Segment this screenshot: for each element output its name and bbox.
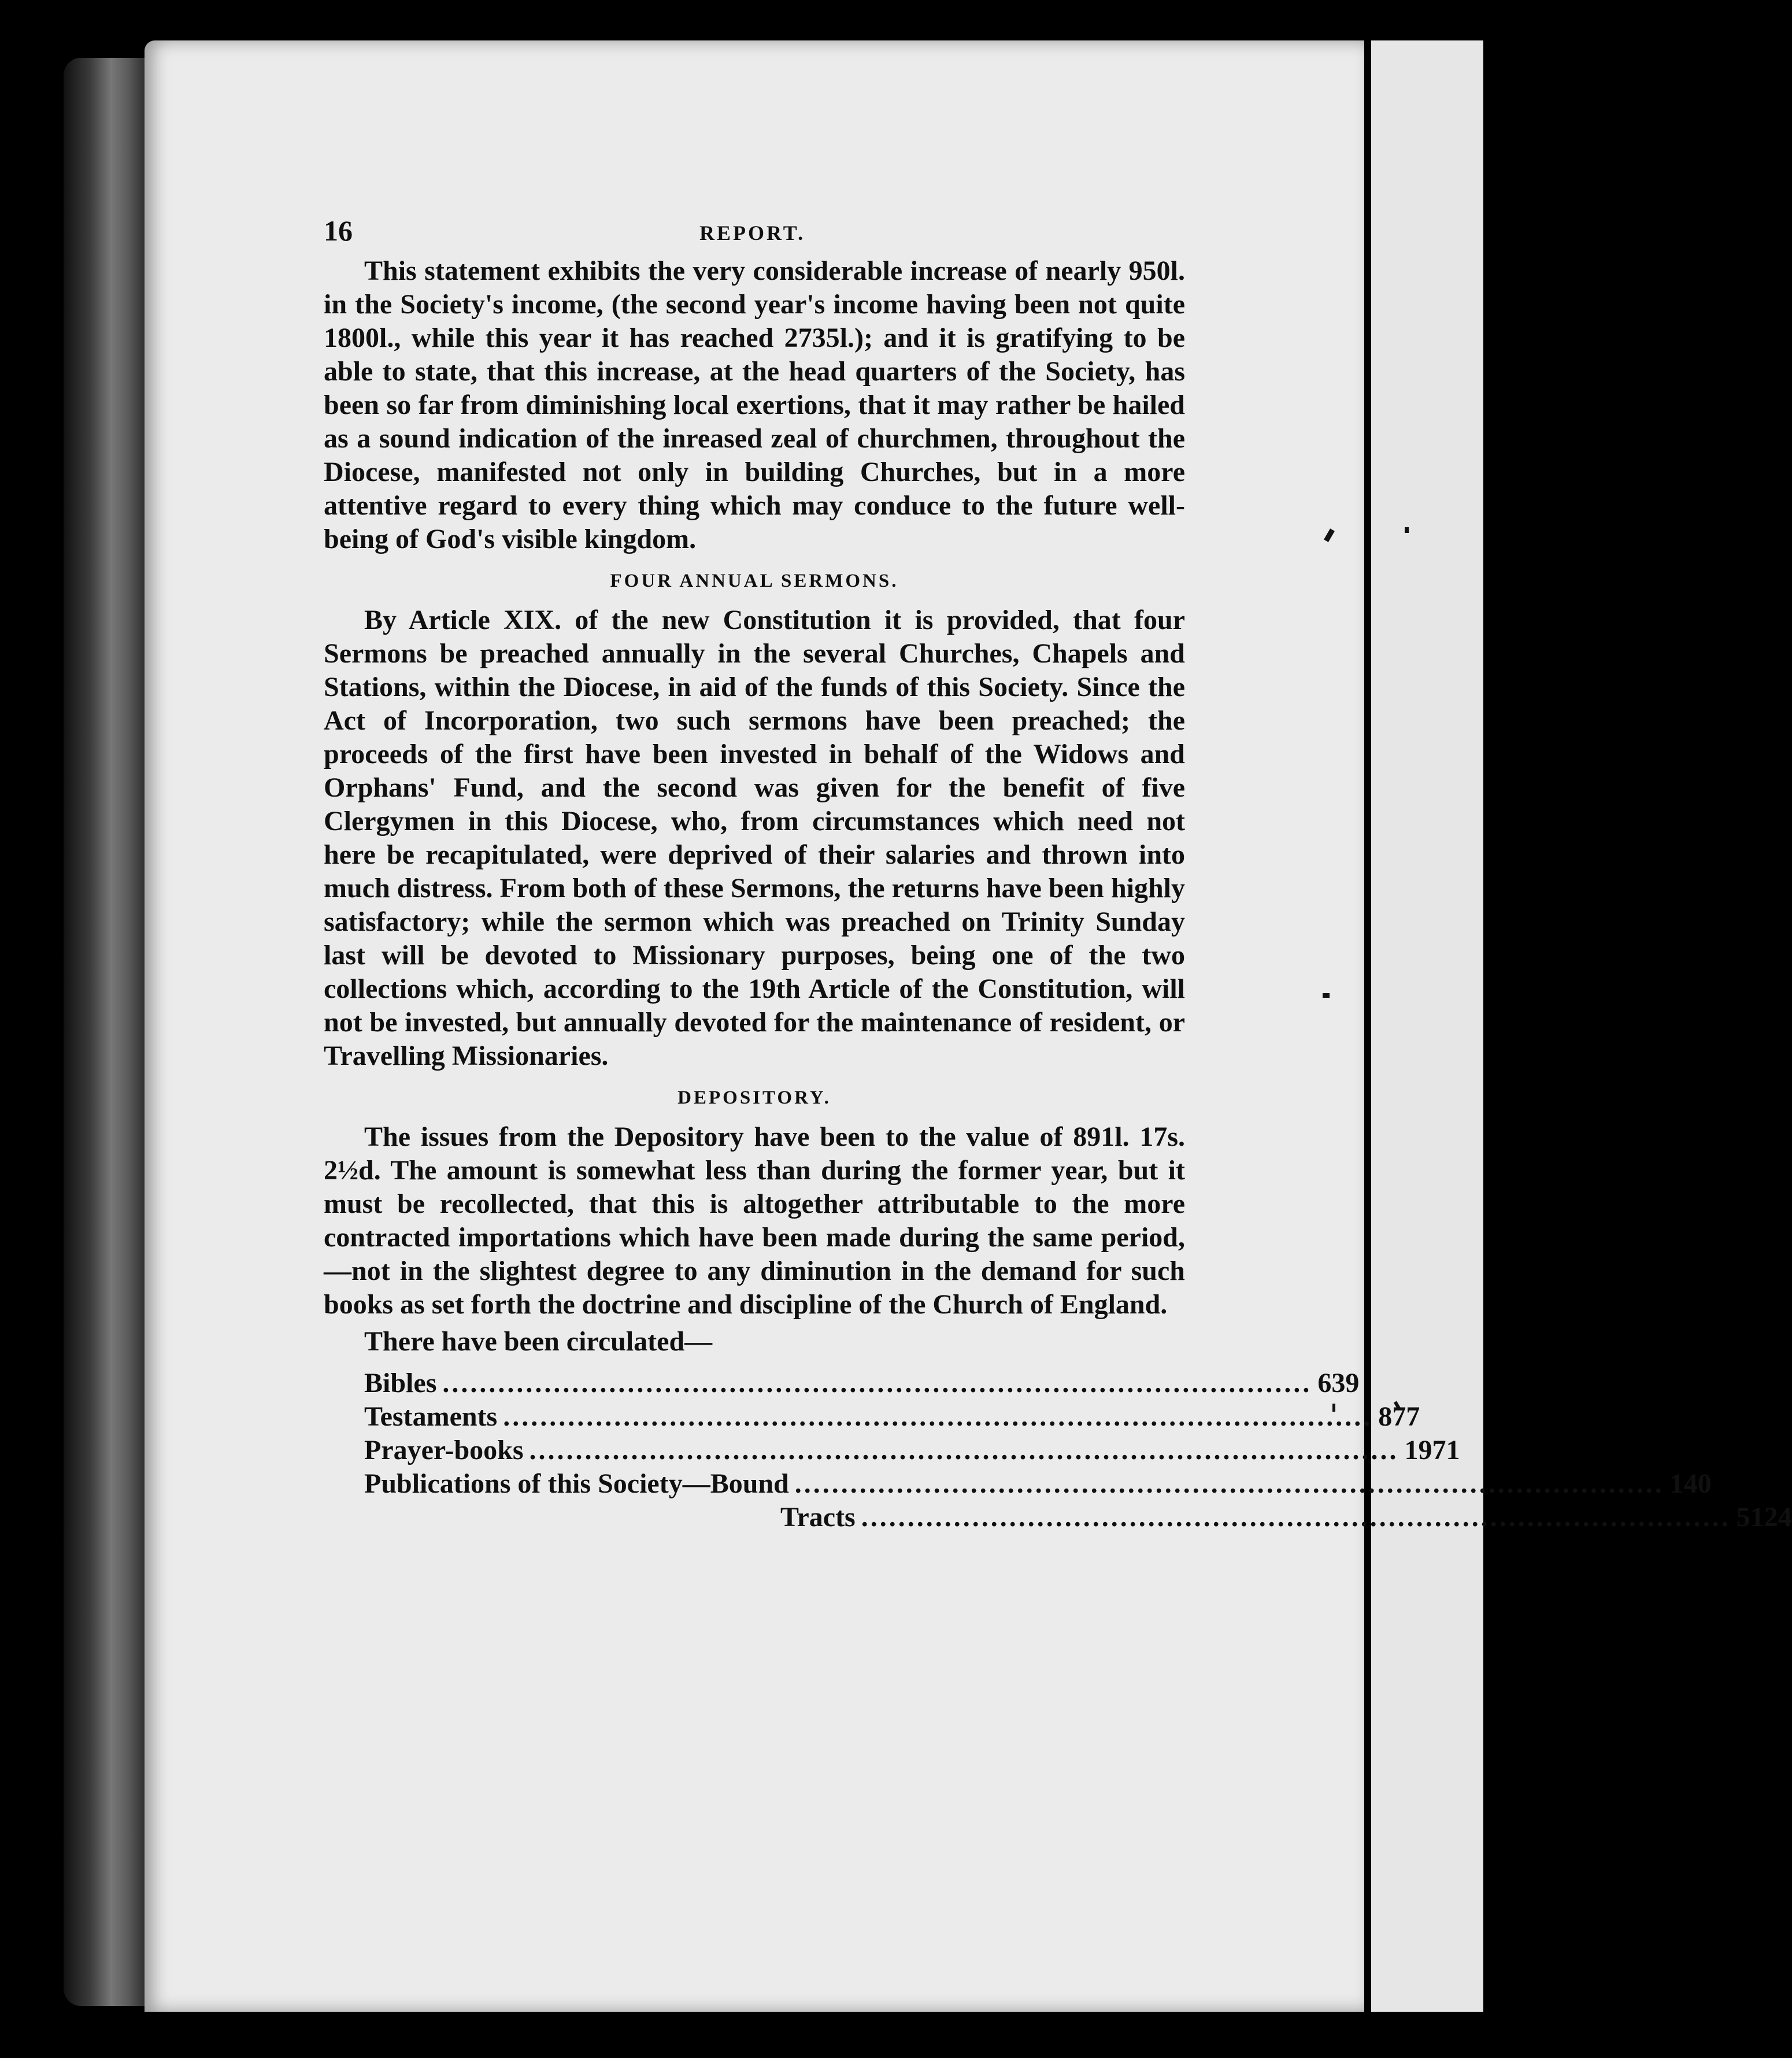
table-row: [364, 1434, 1460, 1467]
row-label: Bibles: [364, 1368, 437, 1398]
row-label: Publications of this Society—Bound: [364, 1468, 789, 1499]
leader-dots: ..............................................................................................: [794, 1468, 1664, 1499]
row-label: Tracts: [780, 1502, 856, 1533]
table-row: [364, 1467, 1712, 1501]
ink-speck: [1323, 993, 1330, 998]
leader-dots: ..............................................................................................: [442, 1368, 1312, 1398]
paragraph-sermons: By Article XIX. of the new Constitution it is provided, that four Sermons be preached annually in the several Churches, Chapels and Stations, within the Diocese, in aid of the funds of this Society. Since the Act of Incorporation, two such sermons have been preached; the proceeds of the first have been invested in behalf of the Widows and Orphans' Fund, and the second was given for the benefit of five Clergymen in this Diocese, who, from circumstances which need not here be recapitulated, were deprived of their salaries and thrown into much distress. From both of these Sermons, the returns have been highly satisfactory; while the sermon which was preached on Trinity Sunday last will be devoted to Missionary purposes, being one of the two collections which, according to the 19th Article of the Constitution, will not be invested, but annually devoted for the maintenance of resident, or Travelling Missionaries.: [324, 605, 1185, 1071]
heading-annual-sermons: FOUR ANNUAL SERMONS.: [610, 571, 899, 591]
row-value: 1971: [1404, 1435, 1460, 1465]
row-label: Prayer-books: [364, 1435, 524, 1465]
row-value: 140: [1669, 1468, 1712, 1499]
table-row: [364, 1367, 1360, 1400]
leader-dots: ..............................................................................................: [503, 1401, 1373, 1432]
row-value: 877: [1378, 1401, 1420, 1432]
book-spine: [64, 58, 150, 2006]
table-row: [364, 1501, 1792, 1534]
circulation-table: [364, 1367, 1792, 1534]
running-title: REPORT.: [699, 221, 806, 245]
adjacent-page-edge: [1371, 40, 1483, 2012]
page-content: [324, 214, 1792, 1534]
paragraph-depository: The issues from the Depository have been to the value of 891l. 17s. 2½d. The amount is somewhat less than during the former year, but it must be recollected, that this is altogether attributable to the more contracted importations which have been made during the same period,—not in the slightest degree to any diminution in the demand for such books as set forth the doctrine and discipline of the Church of England.: [324, 1121, 1185, 1320]
running-head: [324, 214, 1185, 254]
row-value: 639: [1317, 1368, 1360, 1398]
heading-depository: DEPOSITORY.: [677, 1087, 831, 1108]
page-number: 16: [324, 214, 353, 247]
leader-dots: ..............................................................................................: [861, 1502, 1731, 1533]
row-label: Testaments: [364, 1401, 498, 1432]
paragraph-income: This statement exhibits the very considerable increase of nearly 950l. in the Society's income, (the second year's income having been not quite 1800l., while this year it has reached 2735l.); and it is gratifying to be able to state, that this increase, at the head quarters of the Society, has been so far from diminishing local exertions, that it may rather be hailed as a sound indication of the inreased zeal of churchmen, throughout the Diocese, manifested not only in building Churches, but in a more attentive regard to every thing which may conduce to the future well-being of God's visible kingdom.: [324, 256, 1185, 554]
circulation-intro: There have been circulated—: [364, 1326, 713, 1357]
table-row: [364, 1400, 1420, 1434]
row-value: 5124: [1736, 1502, 1792, 1533]
leader-dots: ..............................................................................................: [529, 1435, 1399, 1465]
ink-speck: [1405, 527, 1409, 533]
